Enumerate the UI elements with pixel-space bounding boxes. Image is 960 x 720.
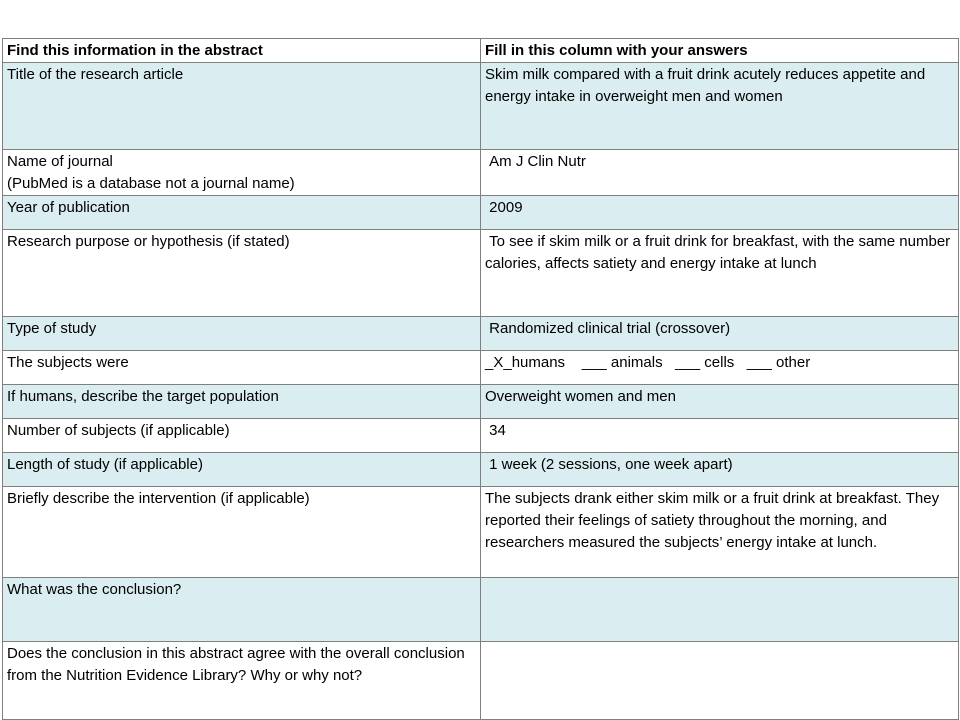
prompt-cell: The subjects were [3,351,481,385]
row-subjects [3,351,959,385]
answer-cell-conclusion[interactable] [481,578,959,642]
prompt-cell: Name of journal (PubMed is a database not a journal name) [3,150,481,196]
answer-column-header: Fill in this column with your answers [481,39,959,63]
answer-cell-intervention[interactable]: The subjects drank either skim milk or a fruit drink at breakfast. They reported their feelings of satiety throughout the morning, and researchers measured the subjects’ energy intake at lunch. [481,487,959,578]
answer-cell-population[interactable]: Overweight women and men [481,385,959,419]
row-num-subjects [3,419,959,453]
answer-cell-journal[interactable]: Am J Clin Nutr [481,150,959,196]
row-agreement [3,642,959,720]
prompt-cell: Type of study [3,317,481,351]
row-intervention [3,487,959,578]
prompt-cell: Length of study (if applicable) [3,453,481,487]
prompt-cell: Does the conclusion in this abstract agree with the overall conclusion from the Nutrition Evidence Library? Why or why not? [3,642,481,720]
prompt-column-header: Find this information in the abstract [3,39,481,63]
row-journal [3,150,959,196]
row-year [3,196,959,230]
row-purpose [3,230,959,317]
abstract-worksheet-table [2,38,959,720]
answer-cell-year[interactable]: 2009 [481,196,959,230]
prompt-cell: Research purpose or hypothesis (if stated) [3,230,481,317]
prompt-cell: Number of subjects (if applicable) [3,419,481,453]
header-row [3,39,959,63]
prompt-cell: If humans, describe the target population [3,385,481,419]
row-study-type [3,317,959,351]
row-title [3,63,959,150]
prompt-cell: What was the conclusion? [3,578,481,642]
row-conclusion [3,578,959,642]
prompt-cell: Year of publication [3,196,481,230]
row-population [3,385,959,419]
prompt-cell: Title of the research article [3,63,481,150]
answer-cell-title[interactable]: Skim milk compared with a fruit drink acutely reduces appetite and energy intake in overweight men and women [481,63,959,150]
prompt-cell: Briefly describe the intervention (if applicable) [3,487,481,578]
row-length [3,453,959,487]
answer-cell-length[interactable]: 1 week (2 sessions, one week apart) [481,453,959,487]
answer-cell-study-type[interactable]: Randomized clinical trial (crossover) [481,317,959,351]
answer-cell-num-subjects[interactable]: 34 [481,419,959,453]
answer-cell-subjects[interactable]: _X_humans ___ animals ___ cells ___ other [481,351,959,385]
answer-cell-agreement[interactable] [481,642,959,720]
answer-cell-purpose[interactable]: To see if skim milk or a fruit drink for breakfast, with the same number calories, affects satiety and energy intake at lunch [481,230,959,317]
